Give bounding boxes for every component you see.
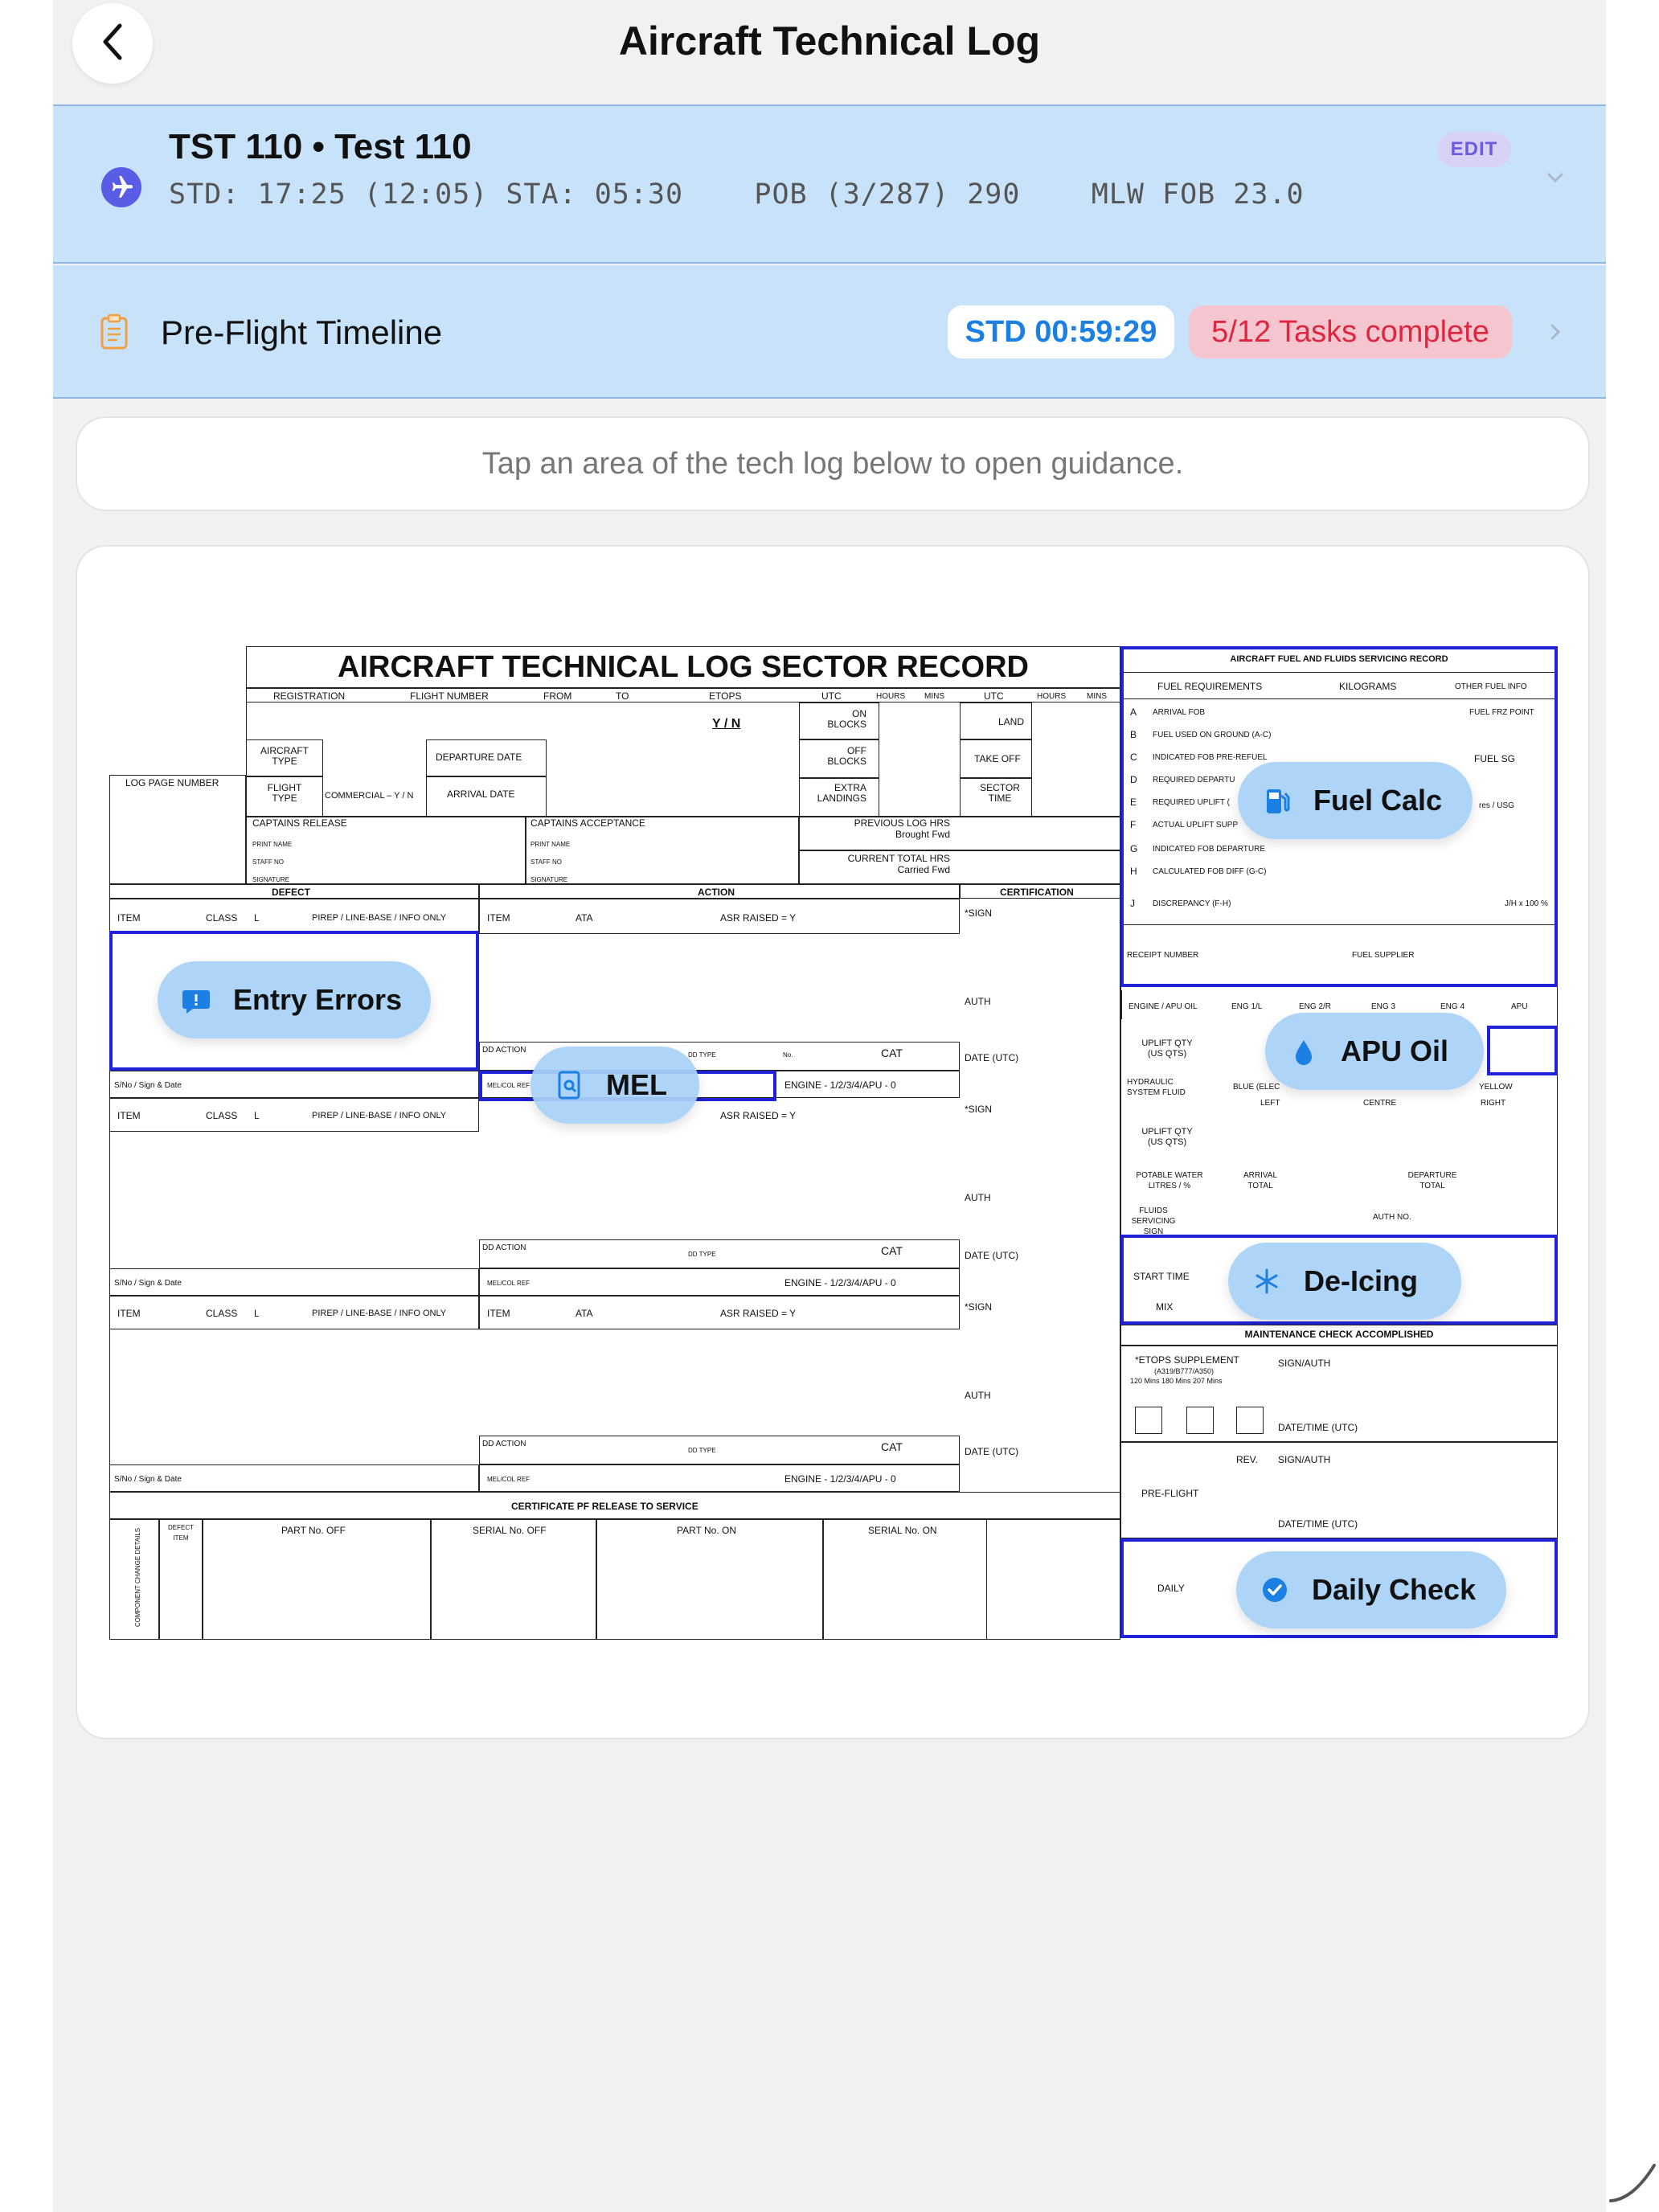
mel-ref-label-3: MEL/COL REF bbox=[487, 1476, 530, 1483]
form-title: AIRCRAFT TECHNICAL LOG SECTOR RECORD bbox=[338, 650, 1029, 684]
cert-release-label: CERTIFICATE PF RELEASE TO SERVICE bbox=[511, 1501, 698, 1512]
class-label-2: CLASS bbox=[206, 1110, 238, 1121]
edit-button[interactable]: EDIT bbox=[1437, 132, 1511, 167]
supplier-label: FUEL SUPPLIER bbox=[1352, 951, 1415, 960]
left-label: LEFT bbox=[1260, 1099, 1280, 1108]
row-d: D bbox=[1130, 774, 1137, 785]
land-label: LAND bbox=[998, 716, 1025, 727]
fuel-pump-icon bbox=[1259, 783, 1294, 818]
header-mins-2: MINS bbox=[1087, 692, 1107, 701]
maint-check-label: MAINTENANCE CHECK ACCOMPLISHED bbox=[1244, 1329, 1434, 1340]
pirep-label-1: PIREP / LINE-BASE / INFO ONLY bbox=[312, 913, 447, 923]
print-name-label: PRINT NAME bbox=[252, 841, 293, 848]
cat-label-1: CAT bbox=[881, 1047, 903, 1059]
header-flight-number: FLIGHT NUMBER bbox=[410, 690, 489, 702]
mel-ref-label-1: MEL/COL REF bbox=[487, 1082, 530, 1089]
fuel-title: AIRCRAFT FUEL AND FLUIDS SERVICING RECORD bbox=[1230, 654, 1448, 664]
req-departure-label: REQUIRED DEPARTU bbox=[1153, 776, 1235, 784]
discrepancy-label: DISCREPANCY (F-H) bbox=[1153, 899, 1231, 908]
asr-label-2: ASR RAISED = Y bbox=[720, 1110, 797, 1121]
entry-errors-chip[interactable] bbox=[158, 961, 431, 1038]
arrival-total-label: ARRIVAL TOTAL bbox=[1243, 1171, 1278, 1190]
blue-label: BLUE (ELEC bbox=[1233, 1083, 1280, 1092]
carried-fwd-label: Carried Fwd bbox=[897, 864, 950, 875]
current-total-label: CURRENT TOTAL HRS bbox=[847, 853, 950, 864]
no-label-1: No. bbox=[783, 1051, 793, 1059]
print-name-label-2: PRINT NAME bbox=[530, 841, 571, 848]
eng4-label: ENG 4 bbox=[1440, 1002, 1465, 1011]
guidance-hint: Tap an area of the tech log below to open guidance. bbox=[76, 416, 1590, 511]
sector-time-label: SECTOR TIME bbox=[980, 782, 1020, 804]
auth-no-label: AUTH NO. bbox=[1373, 1213, 1411, 1222]
commercial-label: COMMERCIAL – Y / N bbox=[325, 791, 414, 801]
sno-label-2: S/No / Sign & Date bbox=[114, 1279, 182, 1288]
datetime-label-1: DATE/TIME (UTC) bbox=[1278, 1422, 1358, 1433]
action-row-3-header bbox=[479, 1296, 960, 1329]
fuel-sg-label: FUEL SG bbox=[1474, 753, 1515, 764]
auth-label-1: AUTH bbox=[965, 996, 991, 1007]
fuel-calc-chip[interactable] bbox=[1238, 762, 1473, 839]
eng-apu-oil-label: ENGINE / APU OIL bbox=[1129, 1002, 1198, 1011]
part-on-label: PART No. ON bbox=[677, 1525, 737, 1536]
flight-type-label: FLIGHT TYPE bbox=[267, 782, 302, 804]
receipt-label: RECEIPT NUMBER bbox=[1127, 951, 1199, 960]
row-j: J bbox=[1130, 898, 1135, 909]
header-etops: ETOPS bbox=[709, 690, 742, 702]
signature-label: SIGNATURE bbox=[252, 876, 290, 883]
apu-label: APU bbox=[1511, 1002, 1528, 1011]
staff-no-label: STAFF NO bbox=[252, 858, 284, 866]
l-label-3: L bbox=[254, 1308, 260, 1319]
fuel-calc-label: Fuel Calc bbox=[1313, 784, 1443, 817]
part-on-col bbox=[596, 1519, 823, 1640]
date-label-1: DATE (UTC) bbox=[965, 1052, 1019, 1063]
etops-box-207[interactable] bbox=[1236, 1407, 1264, 1434]
log-page-number-label: LOG PAGE NUMBER bbox=[125, 777, 219, 789]
rev-label: REV. bbox=[1236, 1454, 1258, 1465]
fuel-req-label: FUEL REQUIREMENTS bbox=[1157, 681, 1263, 692]
engine-label-2: ENGINE - 1/2/3/4/APU - 0 bbox=[784, 1277, 896, 1288]
sno-label-1: S/No / Sign & Date bbox=[114, 1081, 182, 1090]
certification-label: CERTIFICATION bbox=[1000, 887, 1074, 898]
dd-action-label-1: DD ACTION bbox=[482, 1046, 526, 1055]
mix-label: MIX bbox=[1156, 1301, 1174, 1313]
header-from: FROM bbox=[543, 690, 572, 702]
ind-fob-dep-label: INDICATED FOB DEPARTURE bbox=[1153, 845, 1266, 854]
item-label-1b: ITEM bbox=[487, 912, 510, 924]
row-h: H bbox=[1130, 866, 1137, 877]
row-e: E bbox=[1130, 797, 1137, 808]
takeoff-label: TAKE OFF bbox=[974, 753, 1021, 764]
pre-flight-label: PRE-FLIGHT bbox=[1141, 1488, 1199, 1499]
pre-flight-timeline-row[interactable] bbox=[53, 265, 1606, 399]
mel-label: MEL bbox=[606, 1068, 667, 1101]
on-blocks-label: ON BLOCKS bbox=[827, 708, 866, 730]
l-label-2: L bbox=[254, 1110, 260, 1121]
dd-type-label-2: DD TYPE bbox=[688, 1251, 716, 1258]
drop-icon bbox=[1286, 1034, 1321, 1069]
right-label: RIGHT bbox=[1481, 1099, 1506, 1108]
header-utc: UTC bbox=[821, 690, 842, 702]
res-usg-label: res / USG bbox=[1479, 801, 1514, 810]
etops-types-label: (A319/B777/A350) bbox=[1154, 1367, 1215, 1375]
potable-label: POTABLE WATER LITRES / % bbox=[1136, 1171, 1203, 1190]
class-label-3: CLASS bbox=[206, 1308, 238, 1319]
brought-fwd-label: Brought Fwd bbox=[895, 829, 950, 840]
captains-acceptance-label: CAPTAINS ACCEPTANCE bbox=[530, 817, 645, 829]
serial-off-col bbox=[431, 1519, 596, 1640]
mel-chip[interactable] bbox=[530, 1047, 699, 1124]
header-to: TO bbox=[616, 690, 629, 702]
sign-auth-label-1: SIGN/AUTH bbox=[1278, 1358, 1331, 1369]
de-icing-label: De-Icing bbox=[1304, 1264, 1419, 1297]
airplane-icon bbox=[101, 167, 141, 207]
apu-oil-label: APU Oil bbox=[1341, 1034, 1449, 1067]
etops-yn: Y / N bbox=[712, 717, 741, 731]
hydraulic-label: HYDRAULIC SYSTEM FLUID bbox=[1127, 1078, 1186, 1097]
other-fuel-label: OTHER FUEL INFO bbox=[1455, 682, 1527, 691]
apu-oil-region[interactable] bbox=[1487, 1026, 1558, 1075]
std-countdown-badge: STD 00:59:29 bbox=[948, 305, 1174, 358]
yellow-label: YELLOW bbox=[1479, 1083, 1513, 1092]
sno-label-3: S/No / Sign & Date bbox=[114, 1475, 182, 1484]
date-label-2: DATE (UTC) bbox=[965, 1250, 1019, 1261]
daily-label: DAILY bbox=[1157, 1583, 1185, 1594]
document-search-icon bbox=[551, 1067, 587, 1103]
apu-oil-chip[interactable] bbox=[1265, 1013, 1484, 1090]
req-uplift-label: REQUIRED UPLIFT ( bbox=[1153, 798, 1230, 807]
signature-label-2: SIGNATURE bbox=[530, 876, 568, 883]
comment-icon bbox=[178, 982, 214, 1018]
part-off-label: PART No. OFF bbox=[281, 1525, 346, 1536]
date-label-3: DATE (UTC) bbox=[965, 1446, 1019, 1457]
flight-meta: STD: 17:25 (12:05) STA: 05:30 POB (3/287) 290 MLW FOB 23.0 bbox=[169, 178, 1305, 211]
daily-check-chip[interactable] bbox=[1236, 1551, 1506, 1628]
calc-fob-label: CALCULATED FOB DIFF (G-C) bbox=[1153, 867, 1267, 876]
fuel-frz-label: FUEL FRZ POINT bbox=[1469, 708, 1534, 717]
row-b: B bbox=[1130, 729, 1137, 740]
sign-label-3: *SIGN bbox=[965, 1301, 993, 1313]
engine-label-1: ENGINE - 1/2/3/4/APU - 0 bbox=[784, 1079, 896, 1091]
sign-label-1: *SIGN bbox=[965, 907, 993, 919]
engine-label-3: ENGINE - 1/2/3/4/APU - 0 bbox=[784, 1473, 896, 1485]
flight-summary-card[interactable] bbox=[53, 104, 1606, 264]
departure-date-label: DEPARTURE DATE bbox=[436, 752, 522, 763]
row-f: F bbox=[1130, 819, 1137, 830]
dd-action-label-2: DD ACTION bbox=[482, 1243, 526, 1252]
chevron-right-icon[interactable] bbox=[1550, 323, 1561, 345]
oil-header-row bbox=[1120, 990, 1122, 1019]
resize-handle-icon[interactable] bbox=[1609, 2162, 1657, 2206]
eng1-label: ENG 1/L bbox=[1231, 1002, 1263, 1011]
de-icing-chip[interactable] bbox=[1228, 1243, 1461, 1320]
serial-on-col bbox=[823, 1519, 987, 1640]
asr-label-3: ASR RAISED = Y bbox=[720, 1308, 797, 1319]
snowflake-icon bbox=[1249, 1264, 1284, 1299]
captains-release-label: CAPTAINS RELEASE bbox=[252, 817, 347, 829]
auth-label-3: AUTH bbox=[965, 1390, 991, 1401]
actual-uplift-label: ACTUAL UPLIFT SUPP bbox=[1153, 821, 1239, 830]
kilograms-label: KILOGRAMS bbox=[1339, 681, 1397, 692]
checkmark-circle-icon bbox=[1257, 1572, 1292, 1608]
eng3-label: ENG 3 bbox=[1371, 1002, 1396, 1011]
row-c: C bbox=[1130, 752, 1137, 763]
departure-total-label: DEPARTURE TOTAL bbox=[1407, 1171, 1457, 1190]
jh-label: J/H x 100 % bbox=[1505, 899, 1548, 908]
item-label-3: ITEM bbox=[117, 1308, 141, 1319]
ata-label-3: ATA bbox=[576, 1308, 593, 1319]
log-page-number-box bbox=[109, 775, 246, 884]
item-label-2: ITEM bbox=[117, 1110, 141, 1121]
sign-label-2: *SIGN bbox=[965, 1104, 993, 1115]
fluids-sign-label: FLUIDS SERVICING SIGN bbox=[1131, 1206, 1176, 1236]
mins-label: 120 Mins 180 Mins 207 Mins bbox=[1130, 1377, 1223, 1385]
defect-item-label: DEFECT ITEM bbox=[168, 1524, 194, 1542]
flight-name: TST 110 • Test 110 bbox=[169, 127, 472, 166]
serial-off-label: SERIAL No. OFF bbox=[473, 1525, 547, 1536]
dd-type-label-1: DD TYPE bbox=[688, 1051, 716, 1059]
off-blocks-label: OFF BLOCKS bbox=[827, 745, 866, 767]
asr-label-1: ASR RAISED = Y bbox=[720, 912, 797, 924]
timeline-label: Pre-Flight Timeline bbox=[161, 313, 443, 351]
action-label: ACTION bbox=[698, 887, 735, 898]
part-off-col bbox=[203, 1519, 431, 1640]
daily-check-label: Daily Check bbox=[1312, 1573, 1477, 1606]
clipboard-icon bbox=[100, 313, 129, 354]
cat-label-2: CAT bbox=[881, 1244, 903, 1257]
header-mins: MINS bbox=[924, 692, 944, 701]
entry-errors-label: Entry Errors bbox=[233, 983, 403, 1016]
aircraft-type-label: AIRCRAFT TYPE bbox=[260, 745, 309, 767]
nav-bar bbox=[53, 0, 1606, 104]
mel-ref-label-2: MEL/COL REF bbox=[487, 1280, 530, 1287]
header-hours-2: HOURS bbox=[1037, 692, 1067, 701]
serial-on-label: SERIAL No. ON bbox=[868, 1525, 937, 1536]
l-label-1: L bbox=[254, 912, 260, 924]
start-time-label: START TIME bbox=[1133, 1271, 1190, 1282]
uplift-qty-label-2: UPLIFT QTY (US QTS) bbox=[1141, 1127, 1193, 1147]
fuel-used-label: FUEL USED ON GROUND (A-C) bbox=[1153, 731, 1272, 739]
chevron-down-icon[interactable] bbox=[1546, 172, 1564, 187]
header-registration: REGISTRATION bbox=[273, 690, 346, 702]
etops-supp-label: *ETOPS SUPPLEMENT bbox=[1135, 1354, 1239, 1366]
cat-label-3: CAT bbox=[881, 1440, 903, 1453]
ata-label-1: ATA bbox=[576, 912, 593, 924]
etops-box-120[interactable] bbox=[1135, 1407, 1162, 1434]
pirep-label-2: PIREP / LINE-BASE / INFO ONLY bbox=[312, 1111, 447, 1120]
action-row-1-header bbox=[479, 899, 960, 934]
sign-auth-label-2: SIGN/AUTH bbox=[1278, 1454, 1331, 1465]
row-g: G bbox=[1130, 843, 1138, 854]
class-label-1: CLASS bbox=[206, 912, 238, 924]
arrival-fob-label: ARRIVAL FOB bbox=[1153, 708, 1206, 717]
extra-landings-label: EXTRA LANDINGS bbox=[817, 782, 866, 804]
etops-box-180[interactable] bbox=[1186, 1407, 1214, 1434]
eng2-label: ENG 2/R bbox=[1299, 1002, 1332, 1011]
centre-label: CENTRE bbox=[1363, 1099, 1397, 1108]
tasks-complete-badge: 5/12 Tasks complete bbox=[1189, 305, 1512, 358]
uplift-qty-label: UPLIFT QTY (US QTS) bbox=[1141, 1038, 1193, 1059]
component-label: COMPONENT CHANGE DETAILS bbox=[134, 1527, 142, 1628]
defect-label: DEFECT bbox=[272, 887, 310, 898]
page-title: Aircraft Technical Log bbox=[618, 18, 1041, 63]
row-a: A bbox=[1130, 707, 1137, 718]
auth-label-2: AUTH bbox=[965, 1192, 991, 1203]
header-utc-2: UTC bbox=[984, 690, 1004, 702]
prev-log-label: PREVIOUS LOG HRS bbox=[854, 817, 950, 829]
header-hours: HOURS bbox=[876, 692, 906, 701]
staff-no-label-2: STAFF NO bbox=[530, 858, 562, 866]
datetime-label-2: DATE/TIME (UTC) bbox=[1278, 1518, 1358, 1530]
pirep-label-3: PIREP / LINE-BASE / INFO ONLY bbox=[312, 1309, 447, 1318]
ind-fob-pre-label: INDICATED FOB PRE-REFUEL bbox=[1153, 753, 1268, 762]
dd-type-label-3: DD TYPE bbox=[688, 1447, 716, 1454]
arrival-date-label: ARRIVAL DATE bbox=[447, 789, 515, 800]
dd-action-label-3: DD ACTION bbox=[482, 1440, 526, 1448]
item-label-3b: ITEM bbox=[487, 1308, 510, 1319]
item-label-1: ITEM bbox=[117, 912, 141, 924]
